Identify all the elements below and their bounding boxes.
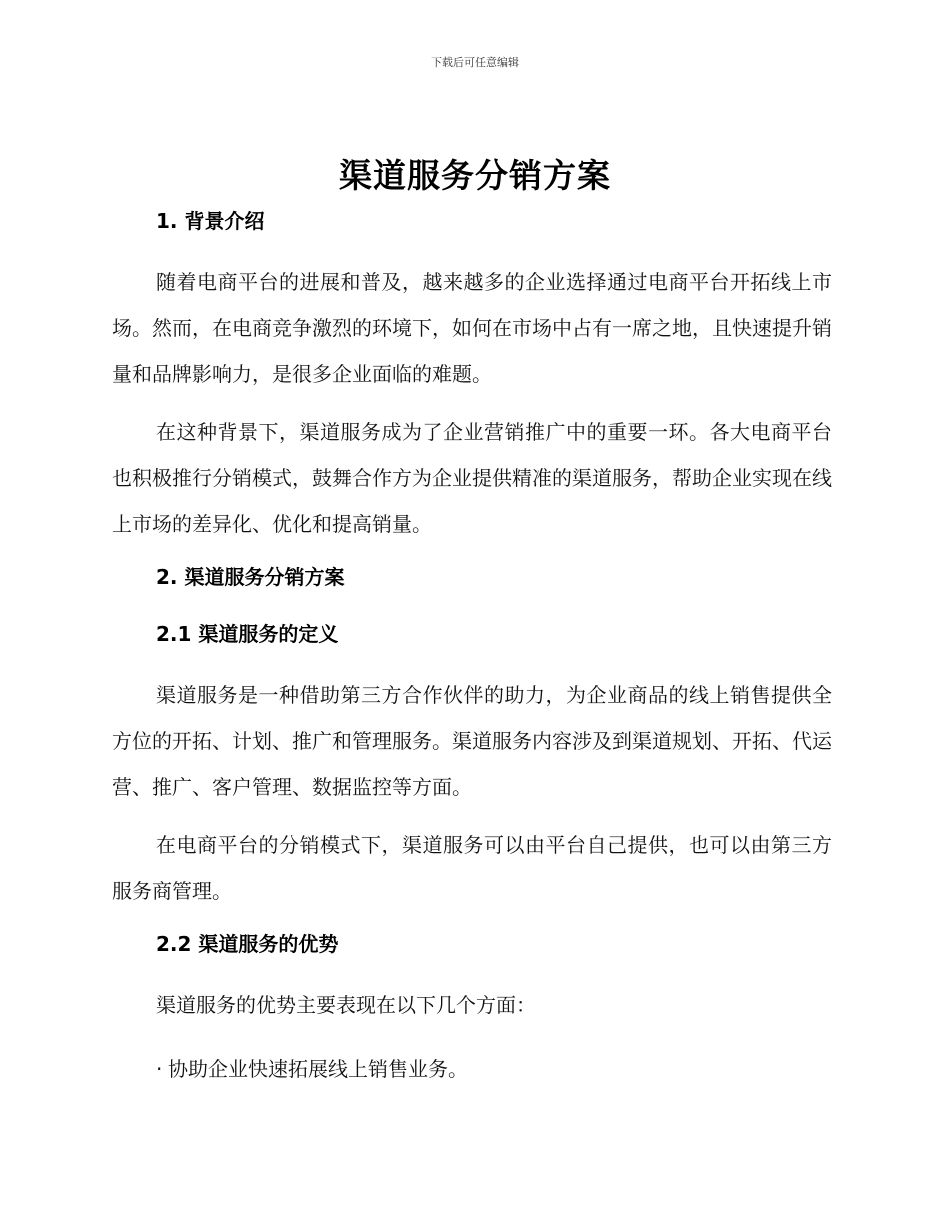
section-heading-distribution-plan: 2. 渠道服务分销方案 (156, 565, 345, 589)
paragraph-background-1: 随着电商平台的进展和普及，越来越多的企业选择通过电商平台开拓线上市场。然而，在电商竞争激烈的环境下，如何在市场中占有一席之地，且快速提升销量和品牌影响力，是很多企业面临的难题。 (112, 270, 832, 386)
list-item (112, 1053, 832, 1085)
bullet-icon: · (156, 1057, 163, 1081)
header-note: 下载后可任意编辑 (431, 56, 519, 69)
subsection-heading-definition: 2.1 渠道服务的定义 (156, 622, 339, 646)
document-title: 渠道服务分销方案 (339, 156, 611, 195)
list-item-text: 协助企业快速拓展线上销售业务。 (168, 1057, 468, 1081)
subsection-heading-advantages: 2.2 渠道服务的优势 (156, 932, 339, 956)
paragraph-background-2: 在这种背景下，渠道服务成为了企业营销推广中的重要一环。各大电商平台也积极推行分销模式，鼓舞合作方为企业提供精准的渠道服务，帮助企业实现在线上市场的差异化、优化和提高销量。 (112, 420, 832, 536)
document-body (112, 205, 832, 1085)
section-heading-background: 1. 背景介绍 (156, 209, 265, 233)
paragraph-definition-2: 在电商平台的分销模式下，渠道服务可以由平台自己提供，也可以由第三方服务商管理。 (112, 833, 832, 903)
paragraph-advantages-intro: 渠道服务的优势主要表现在以下几个方面： (156, 993, 536, 1017)
paragraph-definition-1: 渠道服务是一种借助第三方合作伙伴的助力，为企业商品的线上销售提供全方位的开拓、计划、推广和管理服务。渠道服务内容涉及到渠道规划、开拓、代运营、推广、客户管理、数据监控等方面。 (112, 683, 832, 799)
